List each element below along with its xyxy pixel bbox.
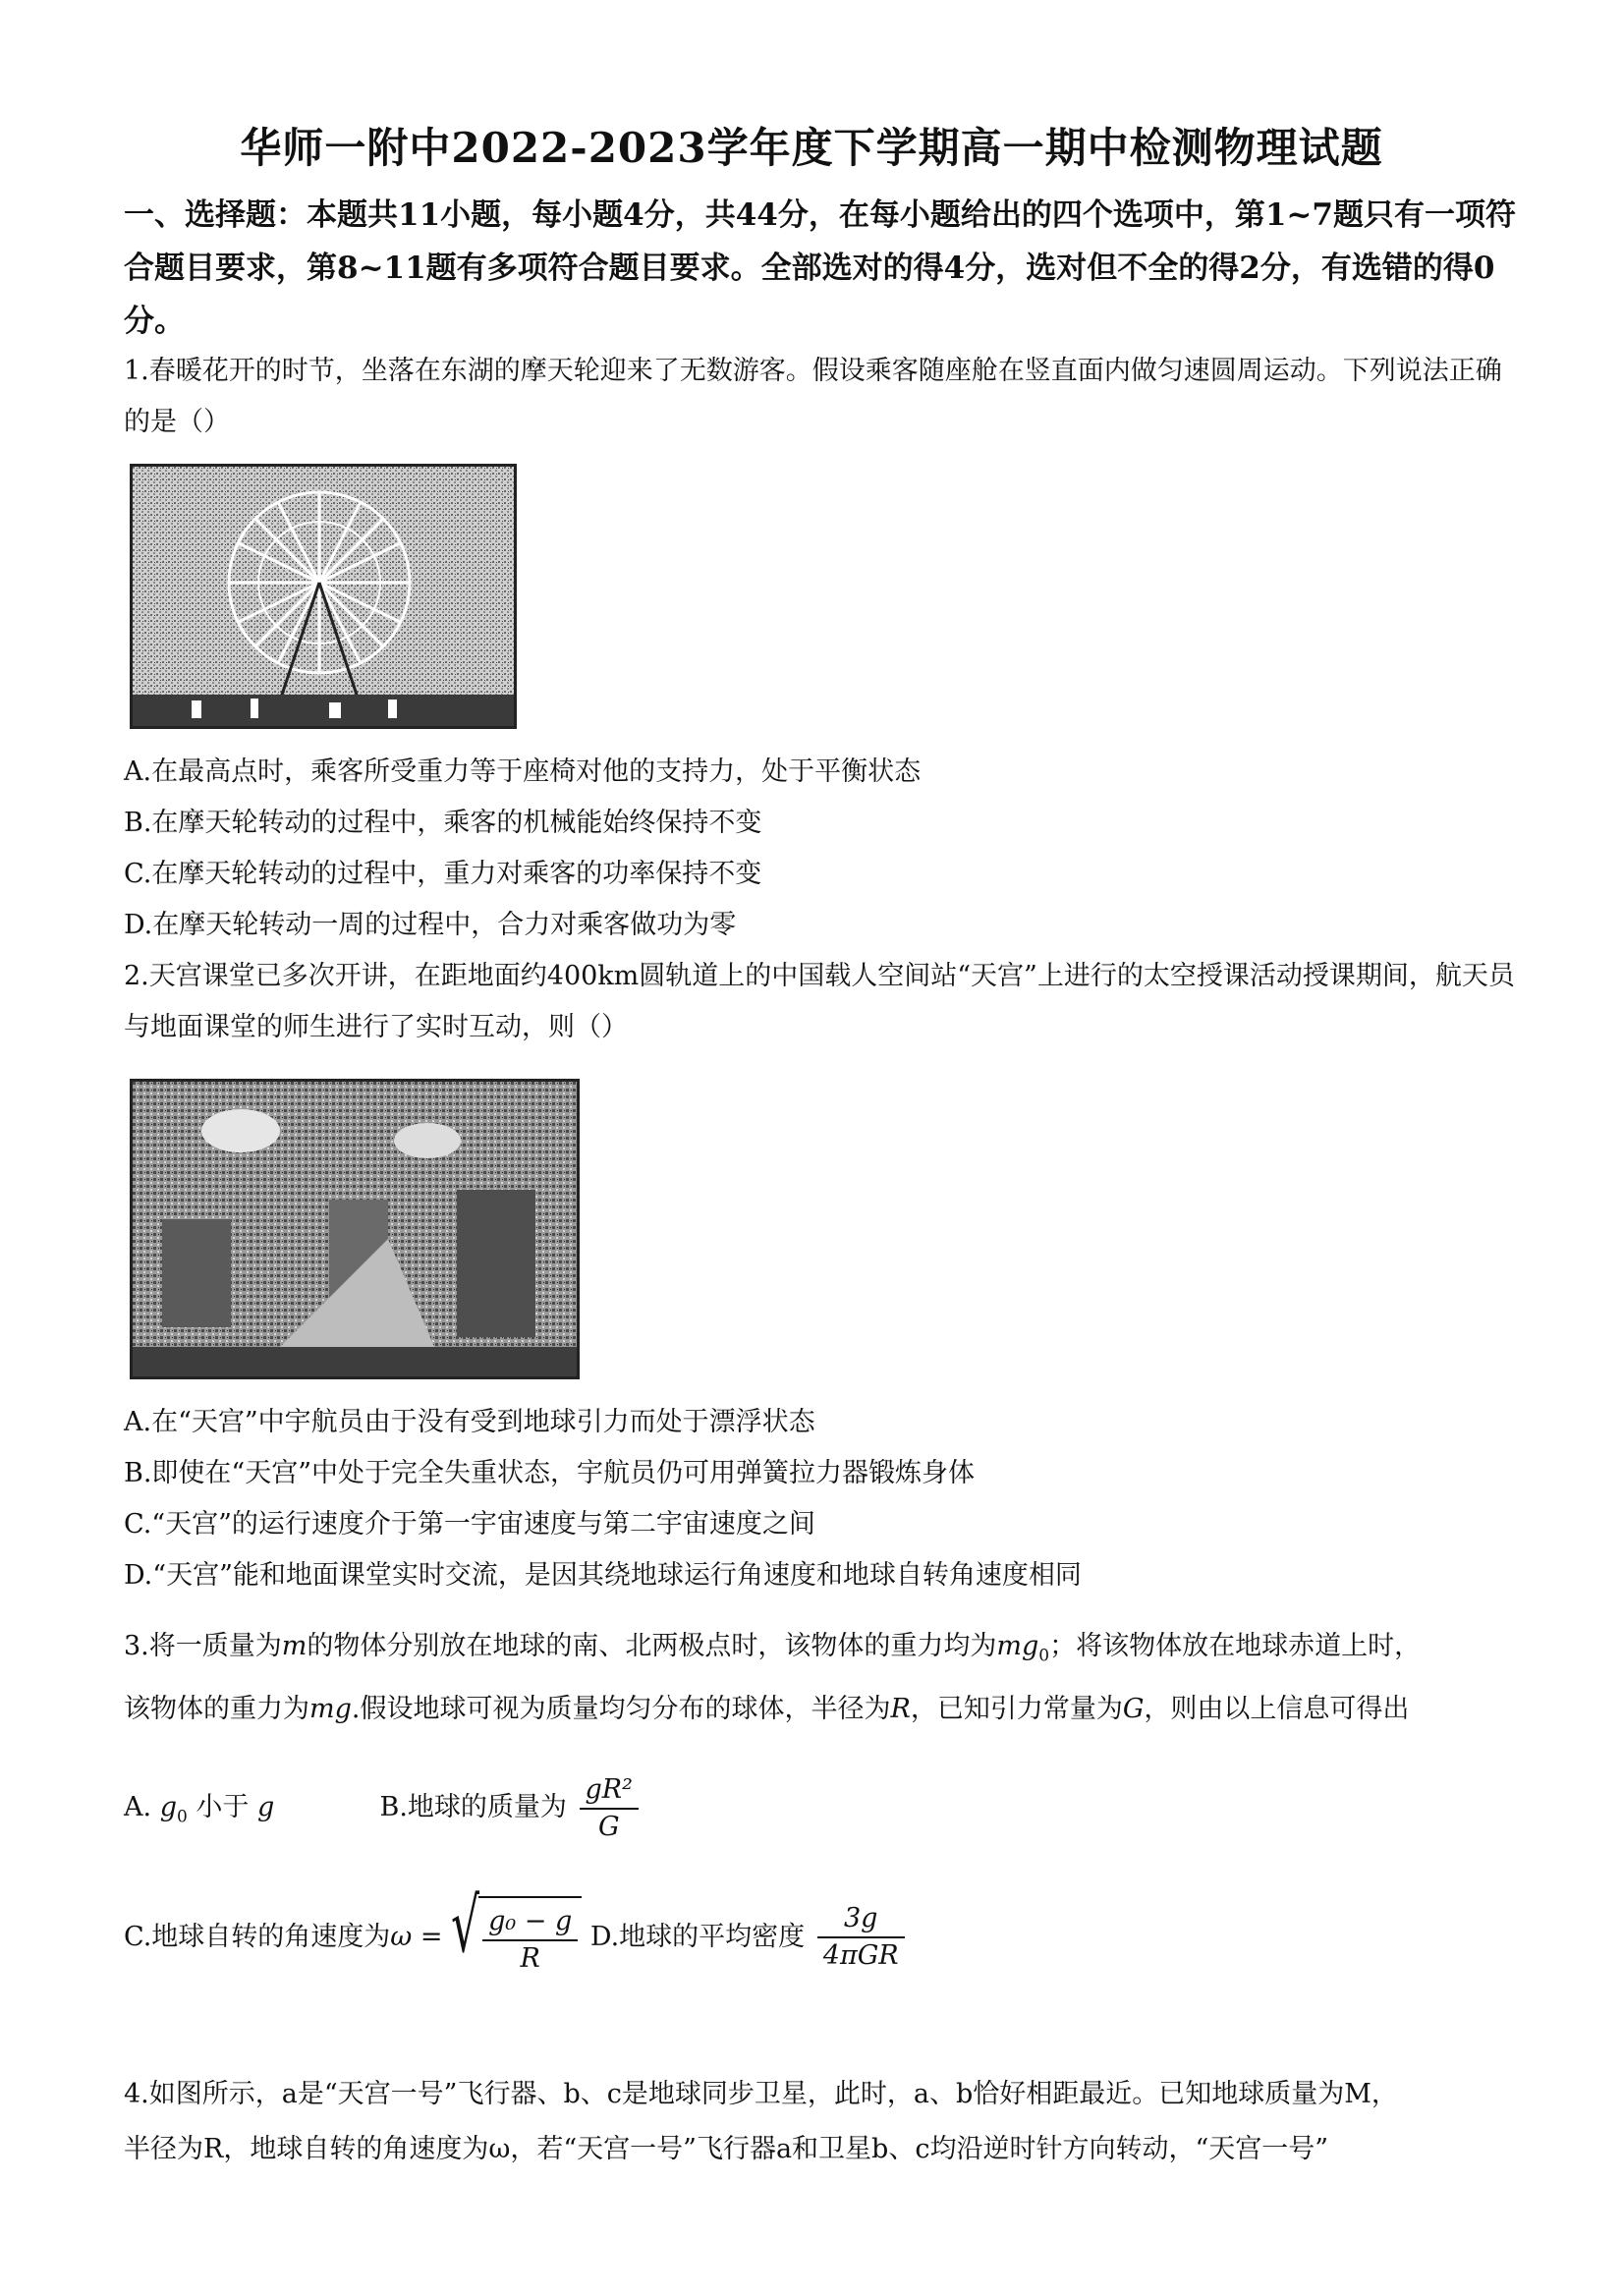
q3-var-G: G (1122, 1694, 1145, 1724)
q3-option-a-sub: 0 (176, 1807, 188, 1827)
q3-option-c-text: C.地球自转的角速度为 (124, 1921, 391, 1952)
q1-option-d: D.在摩天轮转动一周的过程中，合力对乘客做功为零 (124, 910, 737, 940)
q3-option-c-denominator: R (520, 1942, 540, 1974)
q3-text: ，则由以上信息可得出 (1144, 1694, 1410, 1724)
question-4-line1: 4.如图所示，a是“天宫一号”飞行器、b、c是地球同步卫星，此时，a、b恰好相距最近。已知地球质量为M， (124, 2079, 1398, 2109)
q3-option-d-fraction (817, 1901, 905, 1974)
q3-var-mg: mg (309, 1694, 352, 1724)
q3-option-c-omega: ω = (390, 1921, 443, 1952)
question-3-stem-line2 (124, 1684, 1519, 1735)
q3-option-d (589, 1903, 909, 1971)
q3-text: .假设地球可视为质量均匀分布的球体，半径为 (351, 1694, 891, 1724)
q3-option-c-fraction (482, 1904, 578, 1977)
q2-option-d: D.“天宫”能和地面课堂实时交流，是因其绕地球运行角速度和地球自转角速度相同 (124, 1560, 1082, 1591)
q2-option-c: C.“天宫”的运行速度介于第一宇宙速度与第二宇宙速度之间 (124, 1509, 815, 1540)
q3-options-ab (124, 1768, 1519, 1856)
question-2-stem: 2.天宫课堂已多次开讲，在距地面约400km圆轨道上的中国载人空间站“天宫”上进行的太空授课活动授课期间，航天员与地面课堂的师生进行了实时互动，则（） (124, 961, 1515, 1042)
q1-option-c: C.在摩天轮转动的过程中，重力对乘客的功率保持不变 (124, 859, 762, 889)
q3-var-R: R (890, 1694, 911, 1724)
q3-option-d-denominator: 4πGR (822, 1940, 899, 1971)
q1-option-b: B.在摩天轮转动的过程中，乘客的机械能始终保持不变 (124, 808, 762, 838)
q3-option-b-denominator: G (597, 1811, 620, 1842)
q3-option-b-text: B.地球的质量为 (379, 1792, 567, 1822)
space-classroom-illustration (133, 1082, 577, 1376)
q3-option-c (124, 1881, 590, 1974)
q3-option-d-numerator: 3g (817, 1901, 905, 1938)
q3-option-a-g: g (257, 1792, 275, 1822)
q3-option-b-fraction (580, 1772, 639, 1845)
sqrt-sign-icon: √ (451, 1881, 480, 1969)
q3-option-b-numerator: gR² (580, 1772, 639, 1810)
section-heading: 一、选择题：本题共11小题，每小题4分，共44分，在每小题给出的四个选项中，第1~7题只有一项符合题目要求，第8~11题有多项符合题目要求。全部选对的得4分，选对但不全的得2分，有选错的得0分。 (124, 197, 1516, 339)
q3-var-m: m (281, 1631, 308, 1661)
q3-option-c-numerator: g₀ − g (482, 1904, 578, 1941)
q1-option-a: A.在最高点时，乘客所受重力等于座椅对他的支持力，处于平衡状态 (124, 756, 922, 787)
question-4-line2: 半径为R，地球自转的角速度为ω，若“天宫一号”飞行器a和卫星b、c均沿逆时针方向转动，“天宫一号” (124, 2134, 1329, 2164)
q3-option-a-label: A. (124, 1792, 152, 1822)
q3-option-d-text: D.地球的平均密度 (589, 1921, 806, 1952)
ferris-wheel-photo (130, 464, 517, 729)
q3-option-a-g0: g (159, 1792, 177, 1822)
question-3-stem-line1 (124, 1621, 1519, 1681)
q3-option-a-text: 小于 (196, 1792, 250, 1822)
q3-text: 的物体分别放在地球的南、北两极点时，该物体的重力均为 (307, 1631, 997, 1661)
q3-option-a (124, 1792, 283, 1827)
q3-options-cd (124, 1881, 1519, 1979)
q3-sub-0: 0 (1038, 1646, 1050, 1666)
q2-option-a: A.在“天宫”中宇航员由于没有受到地球引力而处于漂浮状态 (124, 1407, 815, 1437)
q3-option-c-sqrt (451, 1881, 582, 1979)
q3-text: 3.将一质量为 (124, 1631, 282, 1661)
space-classroom-photo (130, 1079, 580, 1379)
ferris-wheel-illustration (133, 467, 514, 726)
q3-text: ；将该物体放在地球赤道上时， (1049, 1631, 1422, 1661)
q2-option-b: B.即使在“天宫”中处于完全失重状态，宇航员仍可用弹簧拉力器锻炼身体 (124, 1458, 976, 1488)
q3-var-mg0: mg (996, 1631, 1039, 1661)
q3-text: ，已知引力常量为 (910, 1694, 1123, 1724)
exam-title: 华师一附中2022-2023学年度下学期高一期中检测物理试题 (240, 124, 1383, 172)
q3-option-b (379, 1773, 642, 1842)
q3-text: 该物体的重力为 (124, 1694, 309, 1724)
question-1-stem: 1.春暖花开的时节，坐落在东湖的摩天轮迎来了无数游客。假设乘客随座舱在竖直面内做匀速圆周运动。下列说法正确的是（） (124, 356, 1502, 437)
